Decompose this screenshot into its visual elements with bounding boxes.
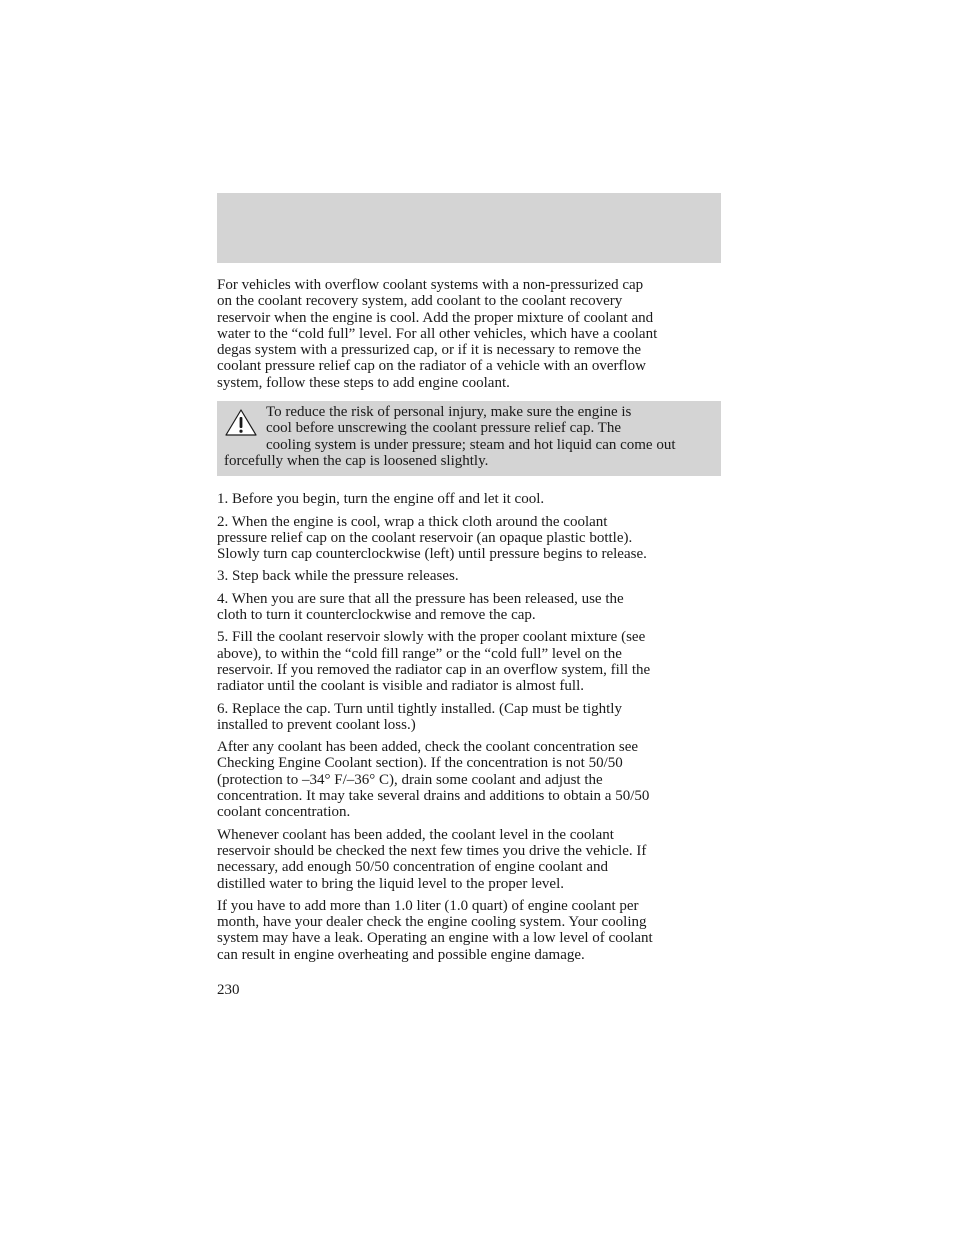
step-item: 6. Replace the cap. Turn until tightly installed. (Cap must be tightly installed to prevent coolant loss.) bbox=[217, 700, 622, 733]
step-item: 1. Before you begin, turn the engine off and let it cool. bbox=[217, 491, 545, 508]
step-item: 2. When the engine is cool, wrap a thick cloth around the coolant pressure relief cap on the coolant reservoir (an opaque plastic bottle). Slowly turn cap counterclockwise (left) until pressure begins to release. bbox=[217, 513, 647, 563]
warning-text: To reduce the risk of personal injury, make sure the engine is cool before unscrewing the coolant pressure relief cap. The cooling system is under pressure; steam and hot liquid can come out forcefully when the cap is loosened slightly. bbox=[224, 404, 676, 469]
warning-triangle-icon bbox=[224, 408, 258, 438]
body-paragraph: If you have to add more than 1.0 liter (1.0 quart) of engine coolant per month, have your dealer check the engine cooling system. Your cooling system may have a leak. Operating an engine with a low level of coolant can result in engine overheating and possible engine damage. bbox=[217, 897, 653, 963]
intro-paragraph: For vehicles with overflow coolant systems with a non-pressurized cap on the coolant recovery system, add coolant to the coolant recovery reservoir when the engine is cool. Add the proper mixture of coolant and water to the “cold full” level. For all other vehicles, which have a coolant degas system with a pressurized cap, or if it is necessary to remove the coolant pressure relief cap on the radiator of a vehicle with an overflow system, follow these steps to add engine coolant. bbox=[217, 277, 658, 391]
page-content bbox=[217, 277, 721, 969]
step-item: 4. When you are sure that all the pressure has been released, use the cloth to turn it counterclockwise and remove the cap. bbox=[217, 590, 624, 624]
page-number: 230 bbox=[217, 982, 240, 998]
step-item: 5. Fill the coolant reservoir slowly with the proper coolant mixture (see above), to within the “cold fill range” or the “cold full” level on the reservoir. If you removed the radiator cap in an overflow system, fill the radiator until the coolant is visible and radiator is almost full. bbox=[217, 629, 651, 695]
body-paragraph: Whenever coolant has been added, the coolant level in the coolant reservoir should be checked the next few times you drive the vehicle. If necessary, add enough 50/50 concentration of engine coolant and distilled water to bring the liquid level to the proper level. bbox=[217, 826, 647, 892]
step-item: 3. Step back while the pressure releases. bbox=[217, 568, 459, 585]
body-paragraph: After any coolant has been added, check the coolant concentration see Checking Engine Coolant section). If the concentration is not 50/50 (protection to –34° F/–36° C), drain some coolant and adjust the concentration. It may take several drains and additions to obtain a 50/50 coolant concentration. bbox=[217, 739, 650, 821]
section-header-band bbox=[217, 193, 721, 263]
warning-box bbox=[217, 401, 721, 476]
